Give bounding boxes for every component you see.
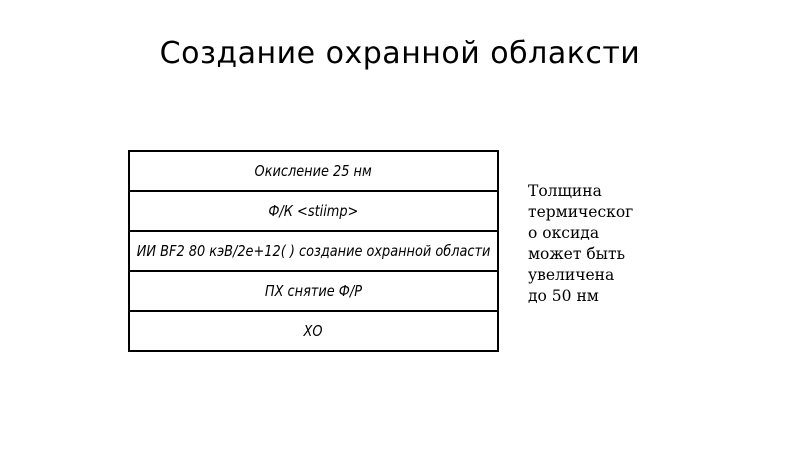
side-note-line: Толщина <box>528 182 602 200</box>
process-step-label: ХО <box>303 322 324 340</box>
side-note-line: до 50 нм <box>528 287 599 305</box>
side-note <box>528 181 648 307</box>
side-note-line: термическог <box>528 203 634 221</box>
process-step-label: Ф/К <stiimp> <box>268 202 359 220</box>
process-step-label: Окисление 25 нм <box>254 162 373 180</box>
process-step-label: ИИ BF2 80 кэВ/2е+12( ) создание охранной области <box>136 242 491 260</box>
slide-title: Создание охранной облакcти <box>159 36 641 71</box>
process-flow-table <box>128 150 499 352</box>
process-step-oxidation <box>130 152 497 192</box>
side-note-line: может быть <box>528 245 626 263</box>
process-step-resist-strip <box>130 272 497 312</box>
process-step-chemical-clean <box>130 312 497 350</box>
process-step-photolithography <box>130 192 497 232</box>
process-step-ion-implantation <box>130 232 497 272</box>
process-step-label: ПХ снятие Ф/Р <box>264 282 363 300</box>
side-note-line: увеличена <box>528 266 615 284</box>
side-note-line: о оксида <box>528 224 600 242</box>
